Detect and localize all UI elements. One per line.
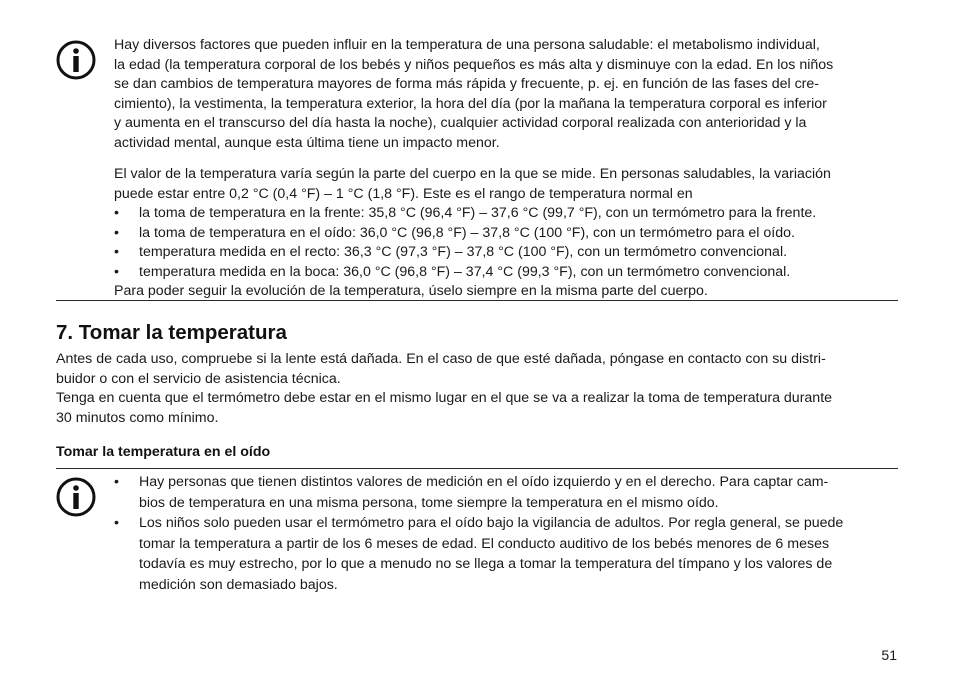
text-line: Los niños solo pueden usar el termómetro para el oído bajo la vigilancia de adultos. Por regla general, se puede xyxy=(139,515,844,531)
text-line: bios de temperatura en una misma persona, tome siempre la temperatura en el mismo oído. xyxy=(139,494,719,511)
text-line: cimiento), la vestimenta, la temperatura exterior, la hora del día (por la mañana la temperatura corporal es inferior xyxy=(114,95,827,112)
lens-check-paragraph xyxy=(56,350,901,389)
text-line: actividad mental, aunque esta última tiene un impacto menor. xyxy=(114,134,500,151)
subsection-title: Tomar la temperatura en el oído xyxy=(56,444,271,460)
factors-paragraph xyxy=(114,36,904,153)
list-item: • la toma de temperatura en la frente: 35,8 °C (96,4 °F) – 37,6 °C (99,7 °F), con un termómetro para la frente. xyxy=(114,204,904,224)
text-line: la edad (la temperatura corporal de los bebés y niños pequeños es más alta y disminuye con la edad. En los niños xyxy=(114,56,834,73)
note-general-factors xyxy=(114,36,904,302)
text-line: medición son demasiado bajos. xyxy=(139,576,338,593)
text-line: Hay diversos factores que pueden influir en la temperatura de una persona saludable: el metabolismo individual, xyxy=(114,37,820,53)
ear-notes-list xyxy=(114,472,904,595)
info-icon xyxy=(56,477,96,517)
divider xyxy=(56,300,898,301)
text-line: Hay personas que tienen distintos valores de medición en el oído izquierdo y en el derecho. Para captar cam- xyxy=(139,474,829,490)
acclimatize-paragraph xyxy=(56,389,901,428)
text-line: tomar la temperatura a partir de los 6 meses de edad. El conducto auditivo de los bebés menores de 6 meses xyxy=(139,535,830,552)
text-line: 30 minutos como mínimo. xyxy=(56,409,219,426)
info-icon xyxy=(56,40,96,80)
closing-note: Para poder seguir la evolución de la temperatura, úselo siempre en la misma parte del cuerpo. xyxy=(114,283,708,299)
text-line: El valor de la temperatura varía según la parte del cuerpo en la que se mide. En personas saludables, la variación xyxy=(114,166,831,182)
temperature-range-list xyxy=(114,204,904,282)
page-number: 51 xyxy=(881,647,897,663)
text-line: puede estar entre 0,2 °C (0,4 °F) – 1 °C (1,8 °F). Este es el rango de temperatura normal en xyxy=(114,185,693,202)
text-line: todavía es muy estrecho, por lo que a menudo no se llega a tomar la temperatura del tímpano y los valores de xyxy=(139,556,833,572)
section-body xyxy=(56,350,901,428)
text-line: Tenga en cuenta que el termómetro debe estar en el mismo lugar en el que se va a realizar la toma de temperatura durante xyxy=(56,390,833,406)
list-item xyxy=(114,513,904,595)
section-title: 7. Tomar la temperatura xyxy=(56,321,287,344)
note-ear-measurement xyxy=(114,472,904,595)
text-line: buidor o con el servicio de asistencia técnica. xyxy=(56,370,341,387)
list-item: • temperatura medida en la boca: 36,0 °C (96,8 °F) – 37,4 °C (99,3 °F), con un termómetro convencional. xyxy=(114,263,904,283)
text-line: Antes de cada uso, compruebe si la lente está dañada. En el caso de que esté dañada, póngase en contacto con su distri- xyxy=(56,351,826,367)
divider xyxy=(56,468,898,469)
text-line: se dan cambios de temperatura mayores de forma más rápida y frecuente, p. ej. en función de las fases del cre- xyxy=(114,76,820,92)
range-paragraph xyxy=(114,165,904,204)
text-line: y aumenta en el transcurso del día hasta la noche), cualquier actividad corporal realizada con anterioridad y la xyxy=(114,115,807,131)
list-item: • la toma de temperatura en el oído: 36,0 °C (96,8 °F) – 37,8 °C (100 °F), con un termómetro para el oído. xyxy=(114,224,904,244)
list-item: • temperatura medida en el recto: 36,3 °C (97,3 °F) – 37,8 °C (100 °F), con un termómetro convencional. xyxy=(114,243,904,263)
list-item xyxy=(114,472,904,513)
